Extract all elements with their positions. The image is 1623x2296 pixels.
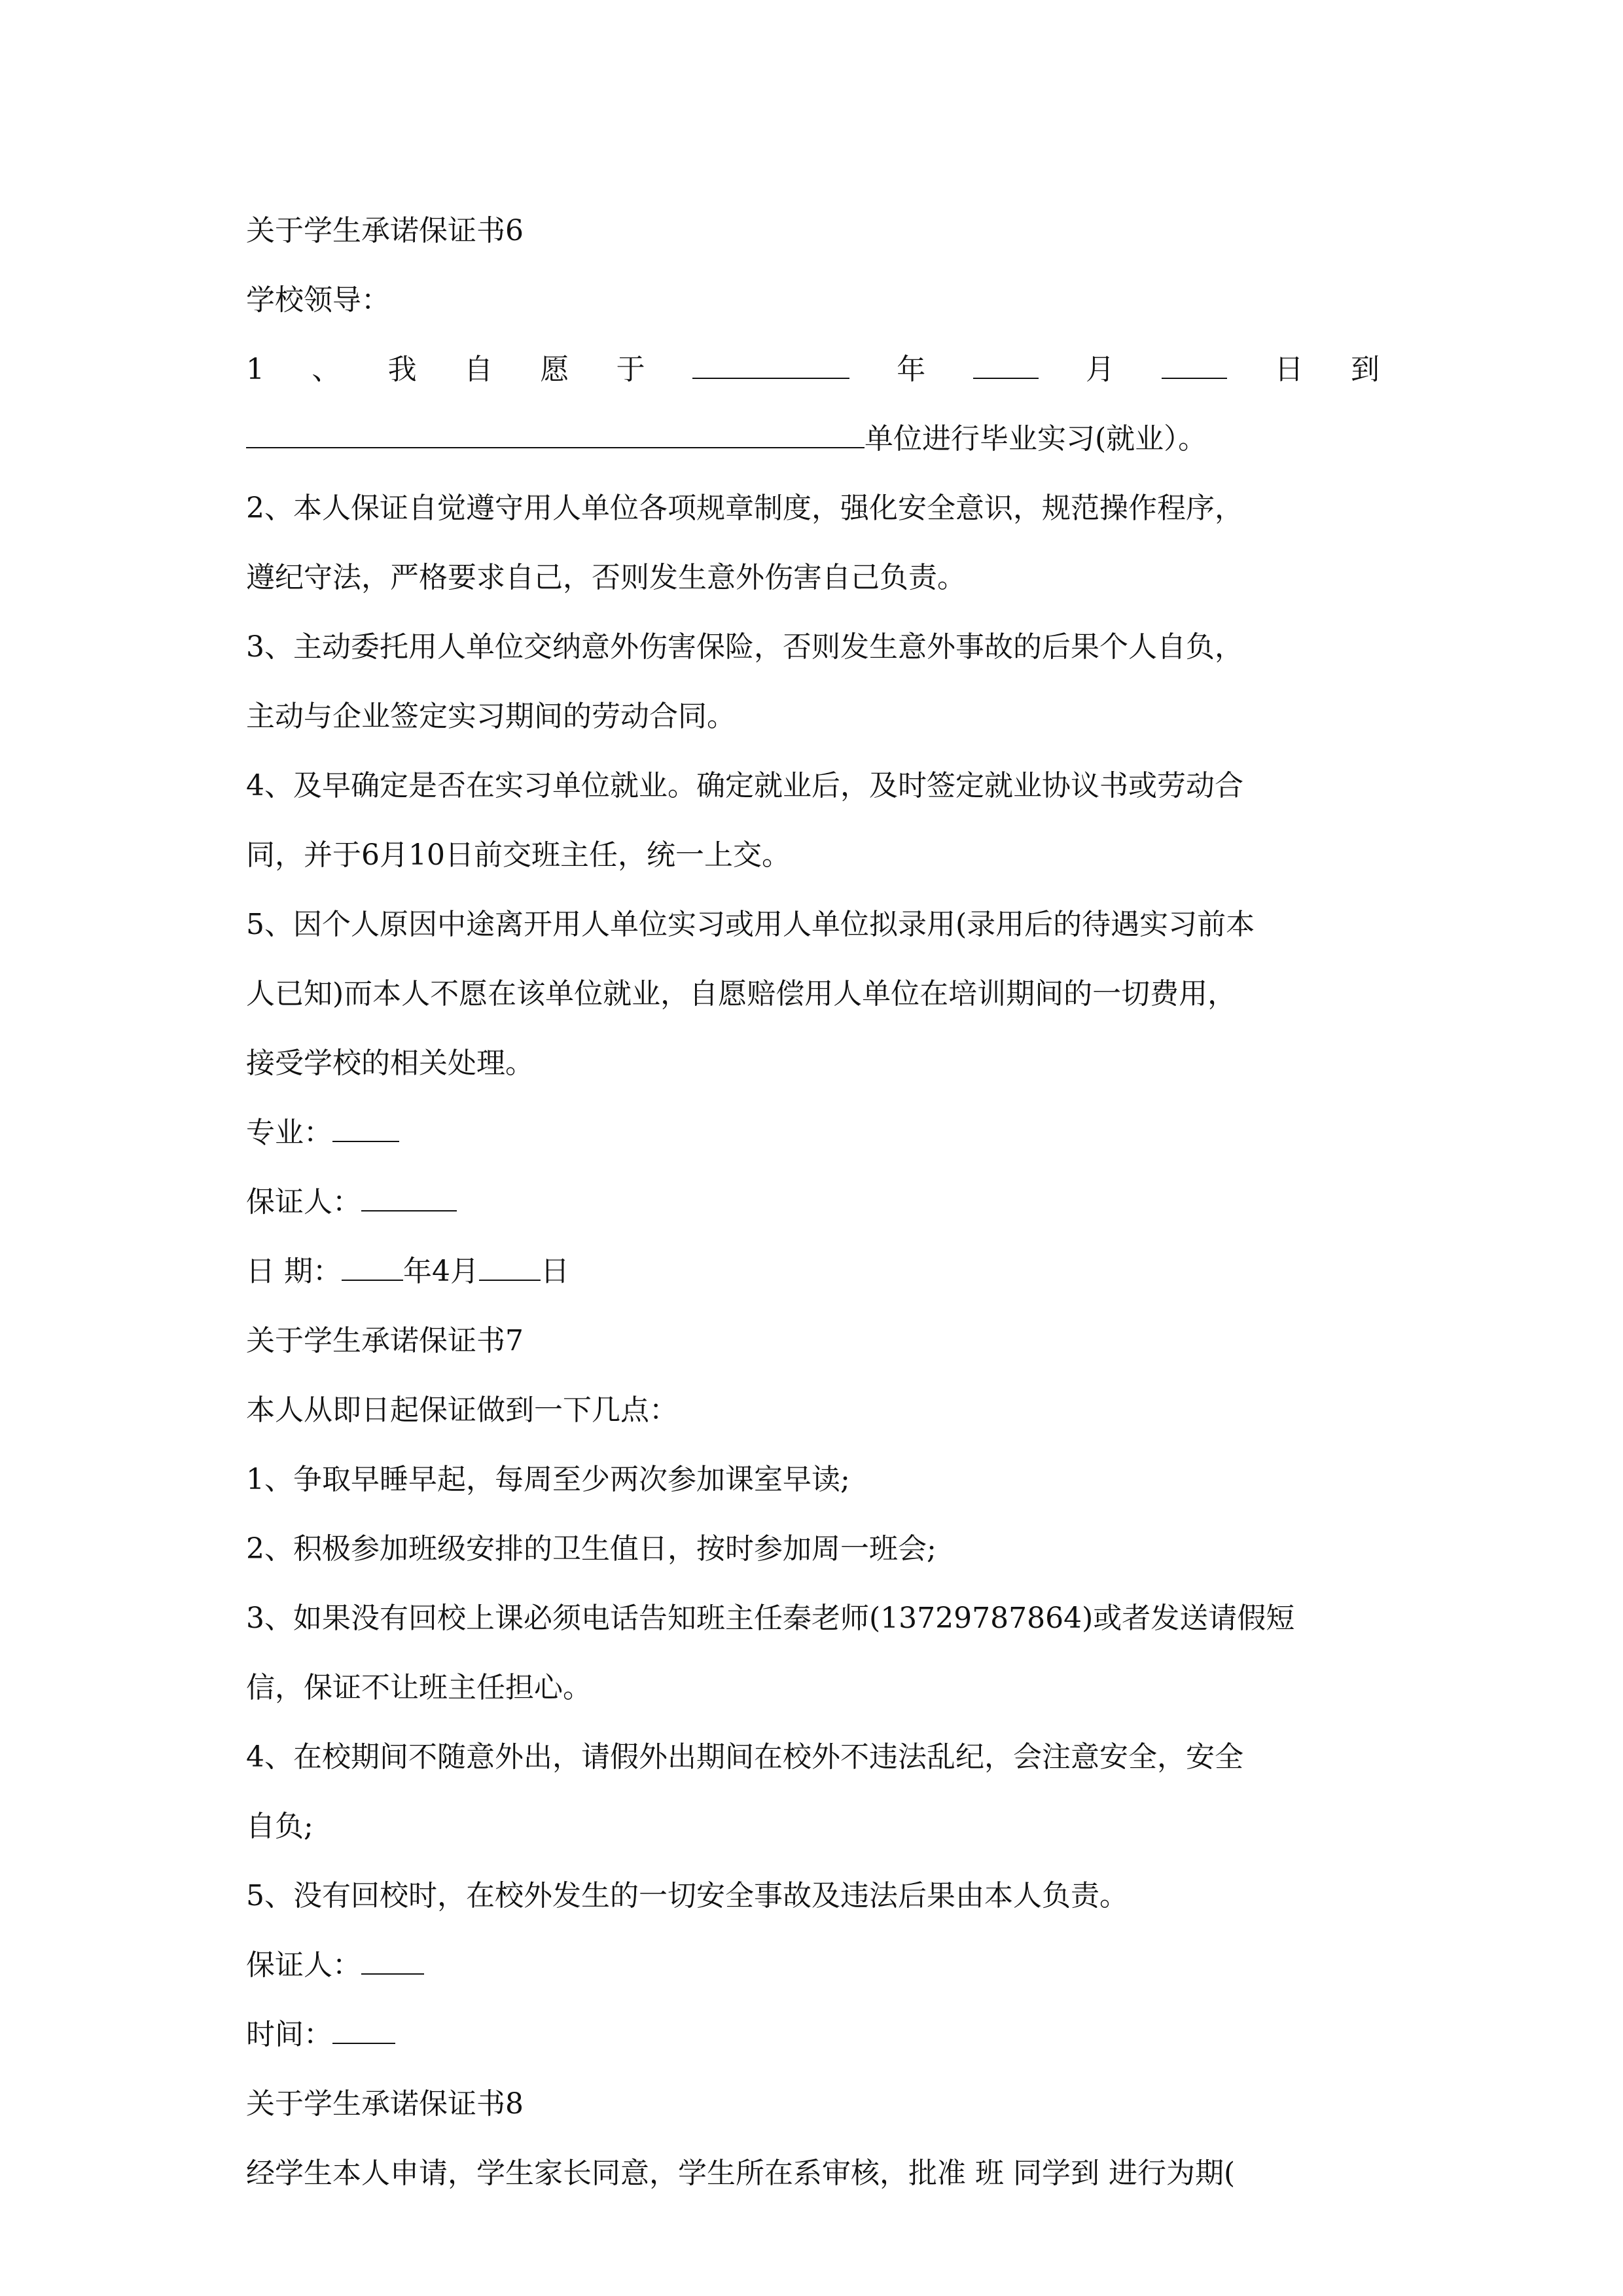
doc7-time-field (246, 2000, 1380, 2070)
doc7-intro: 本人从即日起保证做到一下几点： (246, 1393, 678, 1427)
doc7-guarantor-label: 保证人： (246, 1948, 361, 1982)
doc6-item4-line1: 4、及早确定是否在实习单位就业。确定就业后，及时签定就业协议书或劳动合 (246, 769, 1243, 802)
month-blank (973, 358, 1039, 379)
doc7-item3-line2: 信，保证不让班主任担心。 (246, 1671, 592, 1704)
unit-blank (246, 427, 865, 448)
doc7-time-label: 时间： (246, 2018, 332, 2051)
doc6-item2-line2: 遵纪守法，严格要求自己，否则发生意外伤害自己负责。 (246, 561, 966, 594)
doc7-item2: 2、积极参加班级安排的卫生值日，按时参加周一班会; (246, 1532, 936, 1566)
doc8-title: 关于学生承诺保证书8 (246, 2087, 524, 2121)
item1-day-label: 日 (1274, 353, 1304, 386)
date-day-label: 日 (541, 1255, 569, 1288)
date-label: 日 期： (246, 1255, 342, 1288)
document-page (246, 196, 1380, 2208)
major-label: 专业： (246, 1116, 332, 1149)
item1-year-label: 年 (897, 353, 926, 386)
doc6-guarantor-field (246, 1168, 1380, 1237)
doc6-major-field (246, 1098, 1380, 1168)
date-day-blank (479, 1260, 541, 1281)
doc6-item5-line2: 人已知)而本人不愿在该单位就业，自愿赔偿用人单位在培训期间的一切费用， (246, 977, 1237, 1011)
item1-word-1: 我 (387, 353, 417, 386)
date-year-month: 年4月 (403, 1255, 479, 1288)
doc7-item1: 1、争取早睡早起，每周至少两次参加课室早读; (246, 1463, 850, 1496)
doc7-guarantor-field (246, 1931, 1380, 2000)
doc6-salutation: 学校领导： (246, 283, 390, 317)
doc7-item5: 5、没有回校时，在校外发生的一切安全事故及违法后果由本人负责。 (246, 1879, 1128, 1912)
item1-tail: 单位进行毕业实习(就业）。 (865, 422, 1207, 456)
major-blank (332, 1121, 399, 1142)
date-year-blank (342, 1260, 403, 1281)
doc8-line1: 经学生本人申请，学生家长同意，学生所在系审核，批准 班 同学到 进行为期( (246, 2157, 1236, 2190)
doc6-item5-line3: 接受学校的相关处理。 (246, 1047, 534, 1080)
item1-to-label: 到 (1350, 353, 1380, 386)
doc6-item3-line2: 主动与企业签定实习期间的劳动合同。 (246, 700, 736, 733)
item1-word-4: 于 (616, 353, 645, 386)
doc6-item3-line1: 3、主动委托用人单位交纳意外伤害保险，否则发生意外事故的后果个人自负， (246, 630, 1243, 664)
item1-number: 1 (246, 353, 264, 386)
doc7-guarantor-blank (361, 1954, 424, 1975)
item1-month-label: 月 (1085, 353, 1115, 386)
doc6-item5-line1: 5、因个人原因中途离开用人单位实习或用人单位拟录用(录用后的待遇实习前本 (246, 908, 1255, 941)
guarantor-label: 保证人： (246, 1185, 361, 1219)
item1-separator: 、 (312, 353, 341, 386)
day-blank (1162, 358, 1227, 379)
doc7-item4-line2: 自负; (246, 1810, 313, 1843)
doc7-time-blank (332, 2023, 395, 2044)
start-date-blank (692, 358, 849, 379)
item1-word-2: 自 (463, 353, 493, 386)
doc6-item4-line2: 同，并于6月10日前交班主任，统一上交。 (246, 838, 791, 872)
doc7-item3-line1: 3、如果没有回校上课必须电话告知班主任秦老师(13729787864)或者发送请假短 (246, 1602, 1295, 1635)
doc7-title: 关于学生承诺保证书7 (246, 1324, 524, 1357)
guarantor-blank (361, 1191, 457, 1211)
doc6-title: 关于学生承诺保证书6 (246, 214, 524, 247)
item1-word-3: 愿 (540, 353, 569, 386)
doc6-item1-line1 (246, 335, 1380, 404)
doc6-date-field (246, 1237, 1380, 1306)
doc7-item4-line1: 4、在校期间不随意外出，请假外出期间在校外不违法乱纪，会注意安全，安全 (246, 1740, 1243, 1774)
doc6-item2-line1: 2、本人保证自觉遵守用人单位各项规章制度，强化安全意识，规范操作程序， (246, 492, 1243, 525)
doc6-item1-line2 (246, 404, 1380, 474)
